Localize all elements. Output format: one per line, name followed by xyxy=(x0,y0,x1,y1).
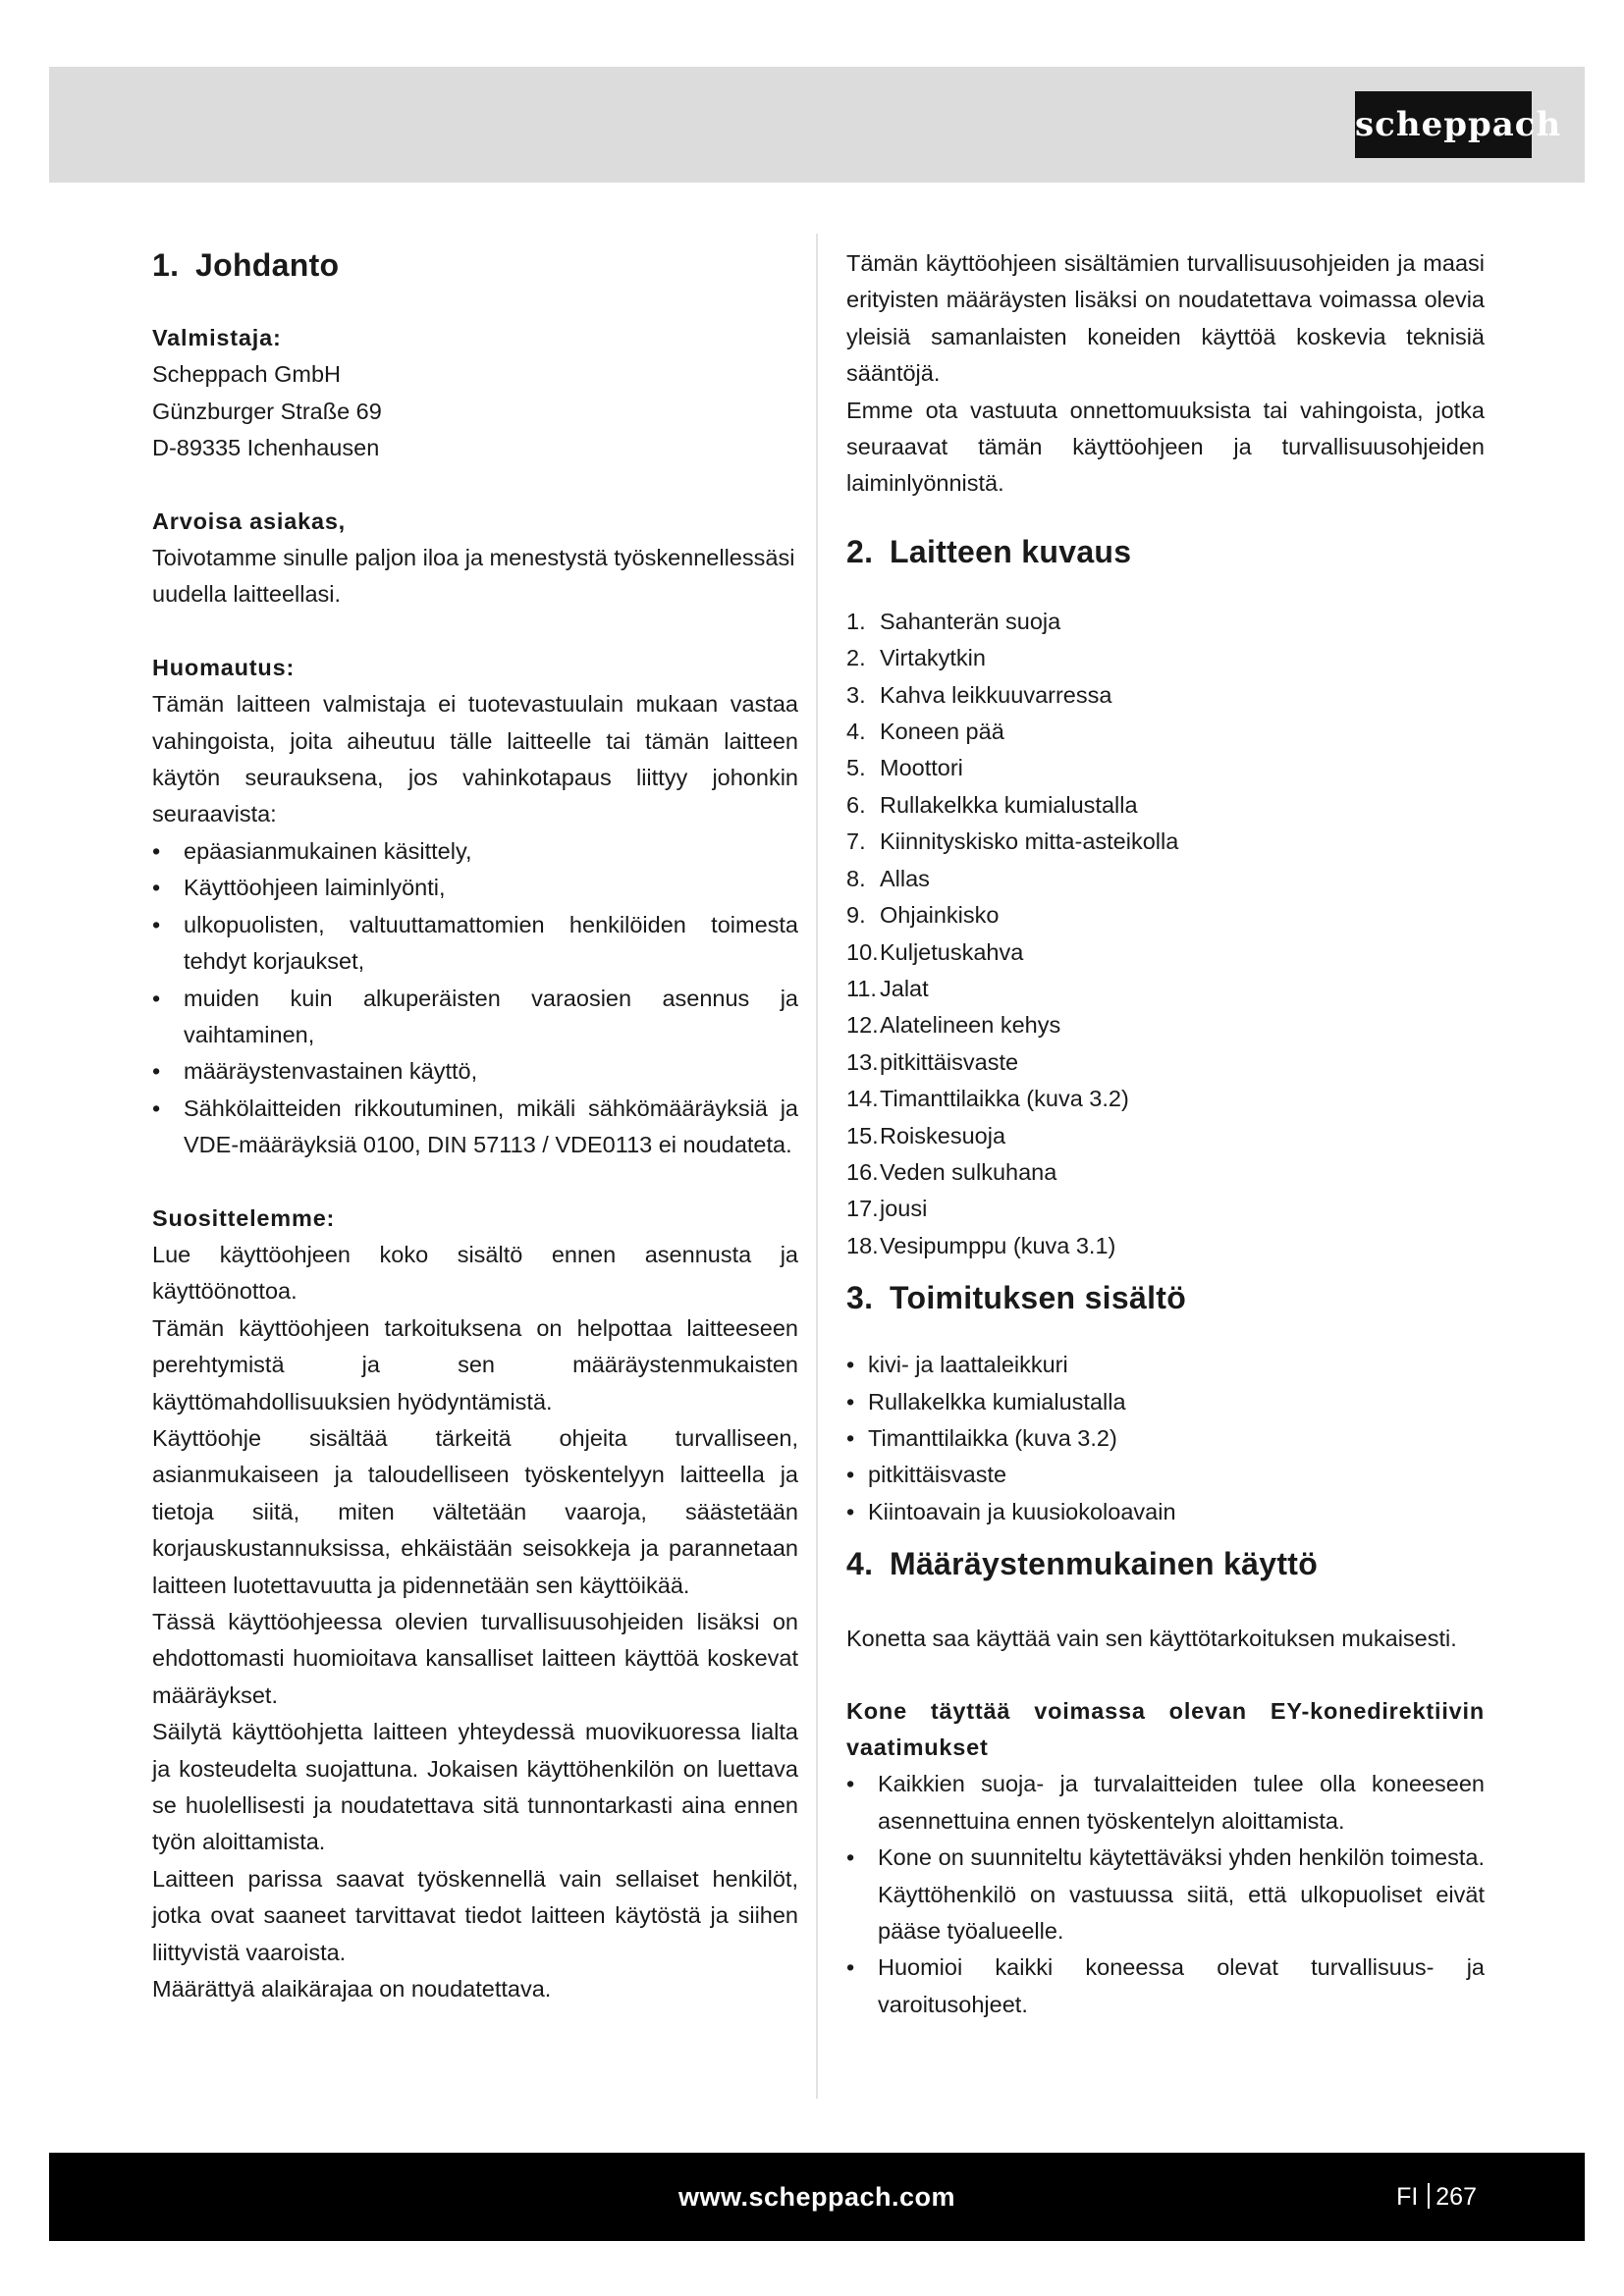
section-1-heading: 1. Johdanto xyxy=(152,247,340,283)
list-item: • Sähkölaitteiden rikkoutuminen, mikäli sähkömääräyksiä ja VDE-määräyksiä 0100, DIN 57113 / VDE0113 ei noudateta. xyxy=(152,1091,798,1164)
list-item: • Kiintoavain ja kuusiokoloavain xyxy=(846,1494,1485,1530)
list-item: 11. Jalat xyxy=(846,975,929,1001)
list-item: 9. Ohjainkisko xyxy=(846,902,1000,929)
note-label: Huomautus: xyxy=(152,654,296,680)
right-column xyxy=(846,245,1485,2023)
list-item: 18.Vesipumppu (kuva 3.1) xyxy=(846,1232,1116,1258)
list-item: • Käyttöohjeen laiminlyönti, xyxy=(152,870,798,906)
separator xyxy=(1428,2183,1430,2209)
list-item: • Kaikkien suoja- ja turvalaitteiden tulee olla koneeseen asennettuina ennen työskentelyn aloittamista. xyxy=(846,1766,1485,1840)
list-item: 15.Roiskesuoja xyxy=(846,1122,1006,1148)
list-item: 10.Kuljetuskahva xyxy=(846,938,1024,965)
list-item: • Huomioi kaikki koneessa olevat turvallisuus- ja varoitusohjeet. xyxy=(846,1949,1485,2023)
customer-label: Arvoisa asiakas, xyxy=(152,507,347,534)
list-item: 3. Kahva leikkuuvarressa xyxy=(846,681,1112,708)
page-footer xyxy=(49,2153,1585,2241)
delivery-list xyxy=(846,1347,1485,1530)
recommend-label: Suosittelemme: xyxy=(152,1204,336,1231)
list-item: 7. Kiinnityskisko mitta-asteikolla xyxy=(846,828,1179,855)
list-item: 2. Virtakytkin xyxy=(846,645,986,671)
list-item: 13.pitkittäisvaste xyxy=(846,1048,1019,1075)
recommend-paragraph: Tämän käyttöohjeen tarkoituksena on helpottaa laitteeseen perehtymistä ja sen määräystenmukaisten käyttömahdollisuuksien hyödyntämistä. xyxy=(152,1314,798,1415)
recommend-paragraph: Käyttöohje sisältää tärkeitä ohjeita turvalliseen, asianmukaiseen ja taloudelliseen työskentelyyn laitteella ja tietoja siitä, miten vältetään vaaroja, säästetään korjauskustannuksissa, ehkäistään seisokkeja ja parannetaan laitteen luotettavuutta ja pidennetään sen käyttöikää. xyxy=(152,1424,798,1598)
manufacturer-label: Valmistaja: xyxy=(152,325,282,350)
section-3-heading: 3. Toimituksen sisältö xyxy=(846,1280,1187,1316)
list-item: 6. Rullakelkka kumialustalla xyxy=(846,791,1138,818)
recommend-paragraph: Säilytä käyttöohjetta laitteen yhteydessä muovikuoressa lialta ja kosteudelta suojattuna. Jokaisen käyttöhenkilön on luettava se huolellisesti ja noudatettava sitä tunnontarkasti aina ennen työn aloittamista. xyxy=(152,1719,798,1855)
list-item: • pitkittäisvaste xyxy=(846,1457,1485,1493)
manufacturer-line: D-89335 Ichenhausen xyxy=(152,435,380,461)
page-number xyxy=(1396,2153,1477,2241)
footer-website-link[interactable]: www.scheppach.com xyxy=(677,2182,956,2212)
list-item: • Kone on suunniteltu käytettäväksi yhden henkilön toimesta. Käyttöhenkilö on vastuussa siitä, että ulkopuoliset eivät pääse työalueelle. xyxy=(846,1840,1485,1949)
list-item: • määräystenvastainen käyttö, xyxy=(152,1053,798,1090)
list-item: 12.Alatelineen kehys xyxy=(846,1012,1061,1039)
note-bullet-list xyxy=(152,833,798,1164)
manufacturer-line: Günzburger Straße 69 xyxy=(152,398,382,424)
language-code: FI xyxy=(1396,2183,1419,2211)
recommend-paragraph: Laitteen parissa saavat työskennellä vain sellaiset henkilöt, jotka ovat saaneet tarvittavat tiedot laitteen käytöstä ja siihen liittyvistä vaaroista. xyxy=(152,1865,798,1965)
list-item: 17.jousi xyxy=(846,1196,928,1222)
list-item: 16.Veden sulkuhana xyxy=(846,1158,1057,1185)
column-divider xyxy=(816,234,818,2099)
intro-paragraph: Tämän käyttöohjeen sisältämien turvallisuusohjeiden ja maasi erityisten määräysten lisäksi on noudatettava voimassa olevia yleisiä samanlaisten koneiden käyttöä koskevia teknisiä sääntöjä. xyxy=(846,250,1485,387)
list-item: 5. Moottori xyxy=(846,755,963,781)
list-item: • epäasianmukainen käsittely, xyxy=(152,833,798,870)
list-item: • ulkopuolisten, valtuuttamattomien henkilöiden toimesta tehdyt korjaukset, xyxy=(152,907,798,981)
manufacturer-line: Scheppach GmbH xyxy=(152,361,342,388)
parts-list xyxy=(846,604,1485,1264)
directive-bullet-list xyxy=(846,1766,1485,2023)
directive-label: Kone täyttää voimassa olevan EY-konedirektiivin vaatimukset xyxy=(846,1697,1485,1760)
list-item: 8. Allas xyxy=(846,865,930,891)
scheppach-logo: scheppach xyxy=(1355,91,1532,158)
page-number-value: 267 xyxy=(1435,2183,1477,2211)
section-4-heading: 4. Määräystenmukainen käyttö xyxy=(846,1546,1319,1582)
section-2-heading: 2. Laitteen kuvaus xyxy=(846,533,1132,569)
list-item: • kivi- ja laattaleikkuri xyxy=(846,1347,1485,1383)
list-item: • Timanttilaikka (kuva 3.2) xyxy=(846,1420,1485,1457)
list-item: 1. Sahanterän suoja xyxy=(846,608,1061,634)
intro-paragraph: Emme ota vastuuta onnettomuuksista tai vahingoista, jotka seuraavat tämän käyttöohjeen ja turvallisuusohjeiden laiminlyönnistä. xyxy=(846,397,1485,497)
left-column xyxy=(152,245,798,2007)
customer-text: Toivotamme sinulle paljon iloa ja menestystä työskennellessäsi uudella laitteellasi. xyxy=(152,545,795,608)
use-text: Konetta saa käyttää vain sen käyttötarkoituksen mukaisesti. xyxy=(846,1626,1457,1652)
list-item: 14.Timanttilaikka (kuva 3.2) xyxy=(846,1086,1129,1112)
list-item: • muiden kuin alkuperäisten varaosien asennus ja vaihtaminen, xyxy=(152,981,798,1054)
note-text: Tämän laitteen valmistaja ei tuotevastuulain mukaan vastaa vahingoista, joita aiheutuu tälle laitteelle tai tämän laitteen käytön seurauksena, jos vahinkotapaus liittyy johonkin seuraavista: xyxy=(152,691,798,828)
recommend-paragraph: Lue käyttöohjeen koko sisältö ennen asennusta ja käyttöönottoa. xyxy=(152,1241,798,1305)
recommend-paragraph: Määrättyä alaikärajaa on noudatettava. xyxy=(152,1976,552,2002)
list-item: • Rullakelkka kumialustalla xyxy=(846,1384,1485,1420)
recommend-paragraph: Tässä käyttöohjeessa olevien turvallisuusohjeiden lisäksi on ehdottomasti huomioitava kansalliset laitteen käyttöä koskevat määräykset. xyxy=(152,1609,798,1708)
list-item: 4. Koneen pää xyxy=(846,719,1004,745)
